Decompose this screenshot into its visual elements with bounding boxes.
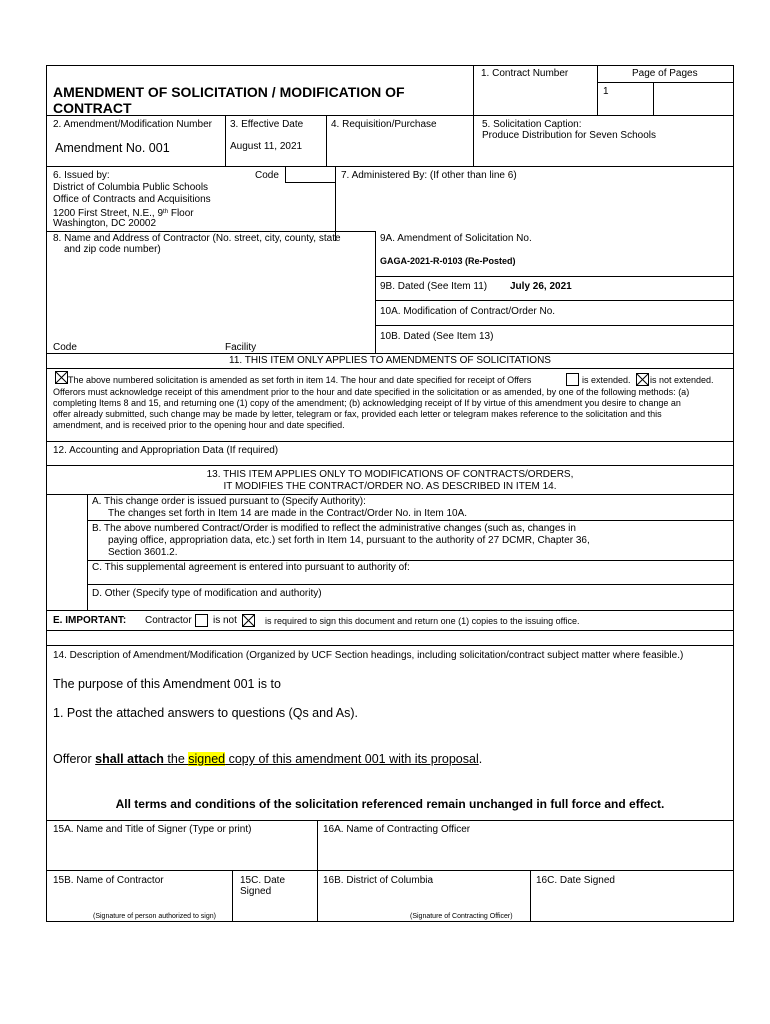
contractor-signature-caption: (Signature of person authorized to sign): [93, 913, 216, 920]
item-10a-label: 10A. Modification of Contract/Order No.: [380, 306, 556, 317]
important-is-not: is not: [213, 615, 237, 626]
important-label: E. IMPORTANT:: [53, 615, 127, 626]
item-13b-line3: Section 3601.2.: [108, 547, 178, 558]
contractor-date-label-2: Signed: [240, 886, 272, 897]
signed-highlight: signed: [188, 752, 226, 766]
item-9b-value[interactable]: July 26, 2021: [510, 281, 572, 292]
important-rest: is required to sign this document and return one (1) copies to the issuing office.: [265, 616, 580, 626]
empty-checkbox-icon[interactable]: [195, 614, 208, 627]
item-13-header-line2: IT MODIFIES THE CONTRACT/ORDER NO. AS DESCRIBED IN ITEM 14.: [223, 481, 557, 492]
item-9b-label: 9B. Dated (See Item 11): [380, 281, 488, 292]
empty-checkbox-icon[interactable]: [566, 373, 579, 386]
effective-date-label: 3. Effective Date: [230, 119, 304, 130]
contract-number-label: 1. Contract Number: [481, 68, 569, 79]
contractor-name-label: 15B. Name of Contractor: [53, 875, 164, 886]
officer-signature-caption: (Signature of Contracting Officer): [410, 913, 513, 920]
all-terms-statement: All terms and conditions of the solicitation referenced remain unchanged in full force and effect.: [115, 797, 665, 811]
item-11-text: Offerors must acknowledge receipt of this amendment prior to the hour and date specified in the solicitation or as amended, by one of the following methods: (a): [53, 387, 690, 397]
contracting-officer-label: 16A. Name of Contracting Officer: [323, 824, 471, 835]
issued-by-line: District of Columbia Public Schools: [53, 182, 209, 193]
item-11-text: amendment, and is received prior to the opening hour and date specified.: [53, 420, 345, 430]
contractor-date-label-1: 15C. Date: [240, 875, 286, 886]
contractor-label-line2: and zip code number): [64, 244, 161, 255]
item-13a-line1: A. This change order is issued pursuant to (Specify Authority):: [92, 496, 366, 507]
item-14-point-1: 1. Post the attached answers to questions (Qs and As).: [53, 706, 359, 720]
x-checkbox-icon[interactable]: [636, 373, 649, 386]
contractor-code-label: Code: [53, 342, 77, 353]
item-11-text: offer already submitted, such change may be made by letter, telegram or fax, provided each letter or telegram makes reference to the solicitation and this: [53, 409, 662, 419]
item-14-purpose: The purpose of this Amendment 001 is to: [53, 677, 281, 691]
item-11-line1: The above numbered solicitation is amended as set forth in item 14. The hour and date specified for receipt of Offers: [68, 375, 532, 385]
issued-by-line: Washington, DC 20002: [53, 218, 157, 229]
item-11-header: 11. THIS ITEM ONLY APPLIES TO AMENDMENTS OF SOLICITATIONS: [229, 355, 551, 366]
shall-attach-text: shall attach: [95, 752, 164, 766]
offeror-text: Offeror: [53, 752, 96, 766]
solicitation-caption-value[interactable]: Produce Distribution for Seven Schools: [482, 130, 656, 141]
solicitation-caption-label: 5. Solicitation Caption:: [482, 119, 582, 130]
issued-by-label: 6. Issued by:: [53, 170, 110, 181]
item-13d-line: D. Other (Specify type of modification and authority): [92, 588, 322, 599]
item-13-header-line1: 13. THIS ITEM APPLIES ONLY TO MODIFICATIONS OF CONTRACTS/ORDERS,: [206, 469, 574, 480]
item-14-offeror-line: [53, 752, 482, 767]
form-title-line1: AMENDMENT OF SOLICITATION / MODIFICATION OF: [53, 84, 405, 100]
floor-superscript: th: [163, 209, 169, 215]
facility-label: Facility: [225, 342, 257, 353]
item-13c-line: C. This supplemental agreement is entered into pursuant to authority of:: [92, 562, 410, 573]
item-14-label: 14. Description of Amendment/Modification (Organized by UCF Section headings, including solicitation/contract subject matter where feasible.): [53, 650, 684, 661]
administered-by-label: 7. Administered By: (If other than line 6): [341, 170, 517, 181]
issued-by-line: Office of Contracts and Acquisitions: [53, 194, 211, 205]
issued-by-code-label: Code: [255, 170, 279, 181]
item-9a-label: 9A. Amendment of Solicitation No.: [380, 233, 532, 244]
amendment-number-label: 2. Amendment/Modification Number: [53, 119, 212, 130]
x-checkbox-icon[interactable]: [55, 371, 68, 384]
item-13b-line2: paying office, appropriation data, etc.) set forth in Item 14, pursuant to the authority of 27 DCMR, Chapter 36,: [108, 535, 590, 546]
page-number[interactable]: 1: [603, 86, 609, 97]
x-checkbox-icon[interactable]: [242, 614, 255, 627]
item-11-text: completing Items 8 and 15, and returning one (1) copy of the amendment; (b) acknowledging receipt of If by virtue of this amendment you desire to change an: [53, 398, 681, 408]
item-12-label: 12. Accounting and Appropriation Data (If required): [53, 445, 279, 456]
issued-by-street: 1200 First Street, N.E., 9: [53, 208, 164, 219]
copy-text: copy of this amendment 001 with its proposal: [225, 752, 479, 766]
amendment-number-value[interactable]: Amendment No. 001: [55, 141, 170, 155]
officer-date-label: 16C. Date Signed: [536, 875, 615, 886]
requisition-label: 4. Requisition/Purchase: [331, 119, 437, 130]
floor-text: Floor: [168, 208, 194, 219]
item-9a-value[interactable]: GAGA-2021-R-0103 (Re-Posted): [380, 256, 516, 266]
signer-name-label: 15A. Name and Title of Signer (Type or print): [53, 824, 252, 835]
is-not-extended-label: is not extended.: [650, 375, 714, 385]
item-13a-line2: The changes set forth in Item 14 are made in the Contract/Order No. in Item 10A.: [108, 508, 468, 519]
the-text: the: [163, 752, 189, 766]
is-extended-label: is extended.: [582, 375, 631, 385]
important-contractor: Contractor: [145, 615, 192, 626]
effective-date-value[interactable]: August 11, 2021: [230, 141, 303, 152]
page-of-pages-label: Page of Pages: [632, 68, 698, 79]
item-10b-label: 10B. Dated (See Item 13): [380, 331, 494, 342]
district-label: 16B. District of Columbia: [323, 875, 434, 886]
form-title-line2: CONTRACT: [53, 100, 132, 116]
item-13b-line1: B. The above numbered Contract/Order is modified to reflect the administrative changes (such as, changes in: [92, 523, 576, 534]
contractor-label-line1: 8. Name and Address of Contractor (No. street, city, county, state: [53, 233, 341, 244]
period-text: .: [478, 752, 483, 766]
